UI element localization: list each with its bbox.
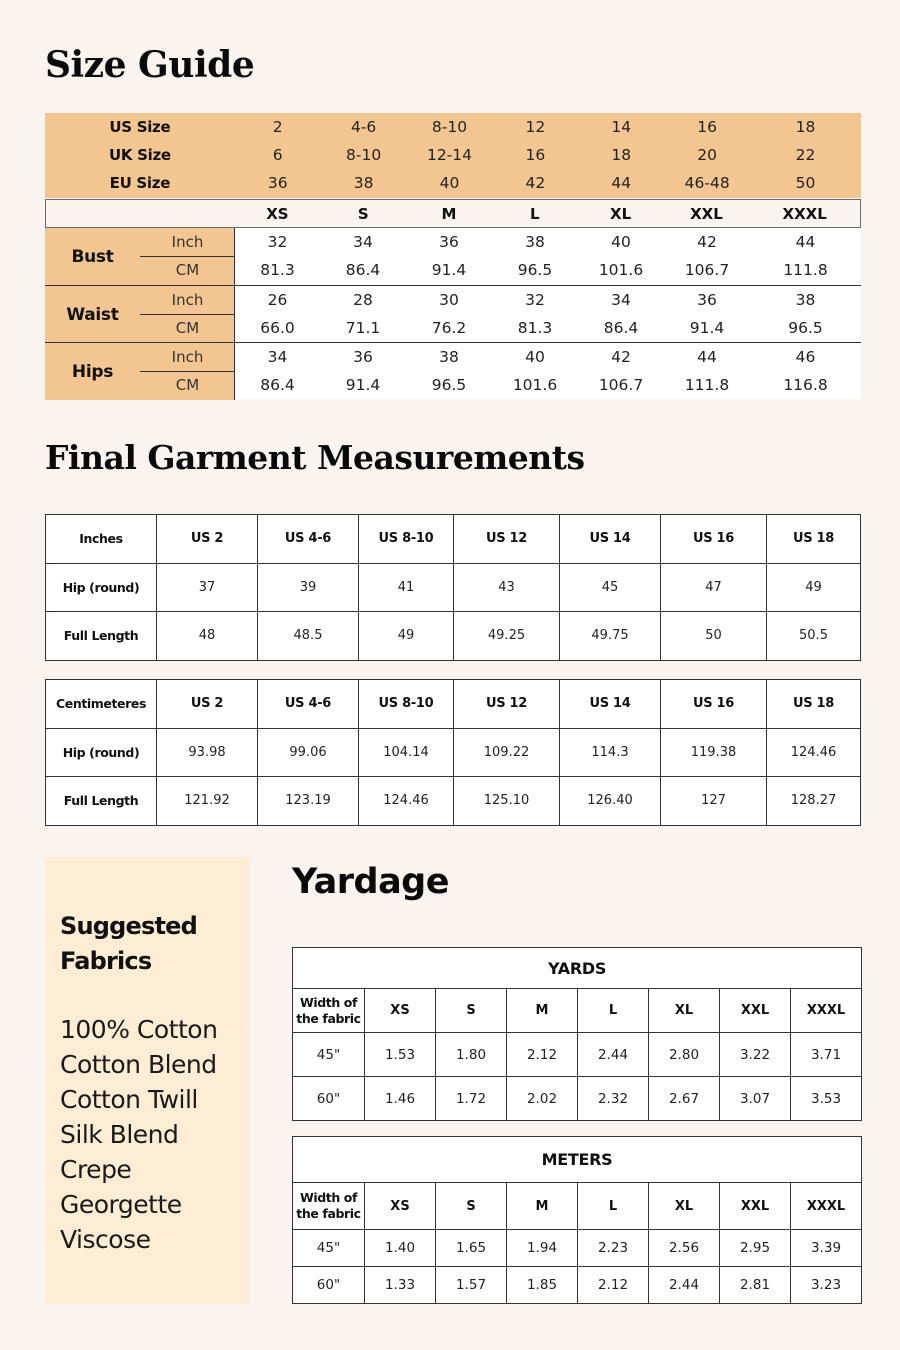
cell: 91.4	[345, 376, 381, 394]
column-header: US 12	[454, 680, 560, 729]
header-row	[46, 515, 861, 564]
cell: 1.46	[365, 1077, 436, 1121]
letter-size: XXL	[690, 204, 723, 223]
cell: 42	[525, 174, 546, 192]
letter-size: XXXL	[782, 204, 827, 223]
fabric-width: 60"	[293, 1267, 365, 1304]
cell: 2	[272, 118, 283, 136]
cell: 81.3	[517, 319, 553, 337]
cell: 34	[267, 348, 288, 366]
cell: 3.53	[791, 1077, 862, 1121]
cm-values	[235, 256, 861, 284]
cell: 96.5	[788, 319, 823, 337]
column-header: XXL	[720, 1183, 791, 1230]
cell: 49	[767, 563, 861, 612]
cell: 14	[611, 118, 632, 136]
cell: 30	[439, 291, 459, 309]
group-label-cell	[45, 286, 235, 343]
cell: 111.8	[684, 376, 730, 394]
group-name: Bust	[71, 246, 114, 267]
cell: 34	[353, 233, 373, 251]
fabric-width: 45"	[293, 1033, 365, 1077]
column-header: XL	[649, 1183, 720, 1230]
group-name: Hips	[71, 361, 114, 382]
unit-inch: Inch	[171, 233, 204, 251]
cm-values	[235, 371, 861, 399]
cell: 109.22	[454, 728, 560, 777]
cell: 6	[272, 146, 283, 164]
cell: 114.3	[560, 728, 661, 777]
cell: 119.38	[661, 728, 767, 777]
cell: 38	[353, 174, 374, 192]
unit-cm: CM	[175, 319, 200, 337]
size-conversion-header	[45, 113, 861, 198]
cell: 1.72	[436, 1077, 507, 1121]
waist-group	[45, 285, 861, 342]
fabric-width: 45"	[293, 1230, 365, 1267]
size-guide-table	[45, 113, 861, 394]
cell: 50	[661, 612, 767, 661]
letter-size: M	[441, 204, 457, 223]
uk-size-row	[45, 141, 861, 169]
cell: 49	[359, 612, 454, 661]
final-measurements-inches-table	[45, 514, 861, 661]
yardage-title: Yardage	[292, 862, 449, 902]
cm-values	[235, 314, 861, 342]
cell: 39	[258, 563, 359, 612]
column-header: US 14	[560, 680, 661, 729]
cell: 42	[611, 348, 631, 366]
column-header: US 8-10	[359, 680, 454, 729]
cell: 49.75	[560, 612, 661, 661]
unit-inch: Inch	[171, 348, 204, 366]
corner-label: Inches	[46, 515, 157, 564]
column-header: US 14	[560, 515, 661, 564]
cell: 128.27	[767, 777, 861, 826]
cell: 41	[359, 563, 454, 612]
table-row	[293, 1267, 862, 1304]
cell: 34	[611, 291, 631, 309]
column-header: XS	[365, 1183, 436, 1230]
fabric-item: Cotton Twill	[60, 1085, 198, 1114]
cell: 50	[795, 174, 816, 192]
cell: 26	[267, 291, 288, 309]
cell: 96.5	[431, 376, 467, 394]
suggested-fabrics-title: Suggested Fabrics	[60, 912, 198, 975]
column-header: US 2	[157, 515, 258, 564]
cell: 91.4	[431, 261, 467, 279]
inch-values	[235, 343, 861, 371]
row-label: Full Length	[46, 777, 157, 826]
cell: 36	[697, 291, 717, 309]
cell: 86.4	[345, 261, 381, 279]
cell: 1.80	[436, 1033, 507, 1077]
cell: 8-10	[431, 118, 468, 136]
cell: 48.5	[258, 612, 359, 661]
column-header: XXXL	[791, 1183, 862, 1230]
group-label-cell	[45, 228, 235, 285]
fabric-item: Georgette	[60, 1190, 182, 1219]
row-label: Hip (round)	[46, 563, 157, 612]
cell: 124.46	[359, 777, 454, 826]
cell: 44	[611, 174, 632, 192]
cell: 45	[560, 563, 661, 612]
cell: 1.53	[365, 1033, 436, 1077]
width-label: Width of the fabric	[293, 1183, 365, 1230]
fabric-item: Cotton Blend	[60, 1050, 217, 1079]
cell: 91.4	[689, 319, 725, 337]
cell: 2.12	[578, 1267, 649, 1304]
cell: 2.95	[720, 1230, 791, 1267]
cell: 1.40	[365, 1230, 436, 1267]
cell: 38	[795, 291, 816, 309]
header-row	[46, 680, 861, 729]
table-row	[293, 1230, 862, 1267]
cell: 4-6	[350, 118, 377, 136]
hips-group	[45, 342, 861, 399]
cell: 40	[439, 174, 460, 192]
letter-size-row	[45, 199, 861, 228]
cell: 101.6	[512, 376, 558, 394]
cell: 127	[661, 777, 767, 826]
cell: 96.5	[517, 261, 553, 279]
column-header: S	[436, 1183, 507, 1230]
caption-row	[293, 948, 862, 989]
cell: 2.56	[649, 1230, 720, 1267]
cell: 3.71	[791, 1033, 862, 1077]
cell: 18	[611, 146, 632, 164]
cell: 81.3	[260, 261, 295, 279]
table-row	[46, 777, 861, 826]
cell: 104.14	[359, 728, 454, 777]
cell: 36	[267, 174, 288, 192]
cell: 46-48	[684, 174, 730, 192]
cell: 2.80	[649, 1033, 720, 1077]
cell: 106.7	[684, 261, 730, 279]
cell: 126.40	[560, 777, 661, 826]
cell: 2.44	[649, 1267, 720, 1304]
cell: 111.8	[783, 261, 828, 279]
unit-cm: CM	[175, 261, 200, 279]
column-header: US 4-6	[258, 515, 359, 564]
cell: 2.67	[649, 1077, 720, 1121]
cell: 12-14	[426, 146, 473, 164]
table-caption: YARDS	[293, 948, 862, 989]
cell: 116.8	[783, 376, 828, 394]
cell: 38	[439, 348, 459, 366]
us-size-row	[45, 113, 861, 141]
cell: 36	[439, 233, 459, 251]
column-header: XXXL	[791, 989, 862, 1033]
values-cell	[235, 228, 861, 285]
cell: 93.98	[157, 728, 258, 777]
cell: 1.94	[507, 1230, 578, 1267]
cell: 32	[267, 233, 288, 251]
cell: 2.02	[507, 1077, 578, 1121]
cell: 3.22	[720, 1033, 791, 1077]
fabric-item: Viscose	[60, 1225, 151, 1254]
fabric-item: 100% Cotton	[60, 1015, 218, 1044]
cell: 86.4	[260, 376, 295, 394]
column-header: M	[507, 989, 578, 1033]
cell: 76.2	[431, 319, 467, 337]
inch-values	[235, 286, 861, 314]
fabric-item: Crepe	[60, 1155, 132, 1184]
letter-size: S	[357, 204, 369, 223]
column-header: US 16	[661, 515, 767, 564]
row-label: Hip (round)	[46, 728, 157, 777]
column-header: XS	[365, 989, 436, 1033]
cell: 20	[697, 146, 718, 164]
letter-size: XS	[266, 204, 289, 223]
corner-label: Centimeteres	[46, 680, 157, 729]
cell: 1.57	[436, 1267, 507, 1304]
table-row	[46, 728, 861, 777]
table-row	[46, 612, 861, 661]
cell: 47	[661, 563, 767, 612]
cell: 40	[525, 348, 545, 366]
cell: 66.0	[260, 319, 295, 337]
cell: 123.19	[258, 777, 359, 826]
column-header: US 18	[767, 515, 861, 564]
cell: 50.5	[767, 612, 861, 661]
column-header: XL	[649, 989, 720, 1033]
table-caption: METERS	[293, 1137, 862, 1183]
cell: 37	[157, 563, 258, 612]
cell: 71.1	[345, 319, 381, 337]
cell: 86.4	[603, 319, 639, 337]
cell: 3.07	[720, 1077, 791, 1121]
cell: 43	[454, 563, 560, 612]
cell: 2.32	[578, 1077, 649, 1121]
cell: 2.23	[578, 1230, 649, 1267]
column-header: US 12	[454, 515, 560, 564]
row-label: US Size	[109, 118, 171, 136]
eu-size-row	[45, 169, 861, 197]
cell: 2.12	[507, 1033, 578, 1077]
fabric-item: Silk Blend	[60, 1120, 179, 1149]
cell: 121.92	[157, 777, 258, 826]
final-garment-title: Final Garment Measurements	[45, 438, 585, 477]
values-cell	[235, 343, 861, 399]
values-cell	[235, 286, 861, 342]
inch-values	[235, 228, 861, 256]
suggested-fabrics-panel	[45, 857, 249, 1304]
column-header: US 4-6	[258, 680, 359, 729]
group-name: Waist	[66, 304, 119, 325]
group-label-cell	[45, 343, 235, 400]
column-header: US 8-10	[359, 515, 454, 564]
cell: 106.7	[598, 376, 644, 394]
table-row	[293, 1077, 862, 1121]
final-measurements-cm-table	[45, 679, 861, 826]
cell: 125.10	[454, 777, 560, 826]
cell: 1.65	[436, 1230, 507, 1267]
measurement-body	[45, 228, 861, 399]
width-label: Width of the fabric	[293, 989, 365, 1033]
cell: 28	[353, 291, 373, 309]
row-label: Full Length	[46, 612, 157, 661]
row-label: EU Size	[109, 174, 171, 192]
cell: 124.46	[767, 728, 861, 777]
cell: 99.06	[258, 728, 359, 777]
cell: 8-10	[346, 146, 382, 164]
size-guide-title: Size Guide	[45, 44, 255, 86]
cell: 2.44	[578, 1033, 649, 1077]
cell: 44	[697, 348, 717, 366]
cell: 18	[795, 118, 816, 136]
cell: 49.25	[454, 612, 560, 661]
cell: 12	[525, 118, 546, 136]
unit-cm: CM	[175, 376, 200, 394]
letter-size: L	[530, 204, 540, 223]
cell: 42	[697, 233, 717, 251]
cell: 2.81	[720, 1267, 791, 1304]
bust-group	[45, 228, 861, 285]
column-header: US 2	[157, 680, 258, 729]
table-row	[46, 563, 861, 612]
cell: 101.6	[598, 261, 644, 279]
cell: 38	[525, 233, 545, 251]
cell: 36	[353, 348, 373, 366]
header-row	[293, 989, 862, 1033]
column-header: US 16	[661, 680, 767, 729]
fabric-list	[60, 1012, 217, 1257]
column-header: US 18	[767, 680, 861, 729]
yardage-meters-table	[292, 1136, 862, 1304]
table-row	[293, 1033, 862, 1077]
letter-size: XL	[610, 204, 632, 223]
column-header: S	[436, 989, 507, 1033]
cell: 44	[795, 233, 816, 251]
cell: 16	[525, 146, 546, 164]
cell: 1.33	[365, 1267, 436, 1304]
cell: 32	[525, 291, 545, 309]
cell: 1.85	[507, 1267, 578, 1304]
unit-inch: Inch	[171, 291, 204, 309]
header-row	[293, 1183, 862, 1230]
cell: 3.39	[791, 1230, 862, 1267]
column-header: L	[578, 1183, 649, 1230]
caption-row	[293, 1137, 862, 1183]
cell: 3.23	[791, 1267, 862, 1304]
cell: 46	[795, 348, 816, 366]
cell: 16	[697, 118, 718, 136]
fabric-width: 60"	[293, 1077, 365, 1121]
cell: 40	[611, 233, 631, 251]
column-header: M	[507, 1183, 578, 1230]
row-label: UK Size	[108, 146, 171, 164]
column-header: L	[578, 989, 649, 1033]
yardage-yards-table	[292, 947, 862, 1121]
column-header: XXL	[720, 989, 791, 1033]
cell: 48	[157, 612, 258, 661]
cell: 22	[795, 146, 816, 164]
